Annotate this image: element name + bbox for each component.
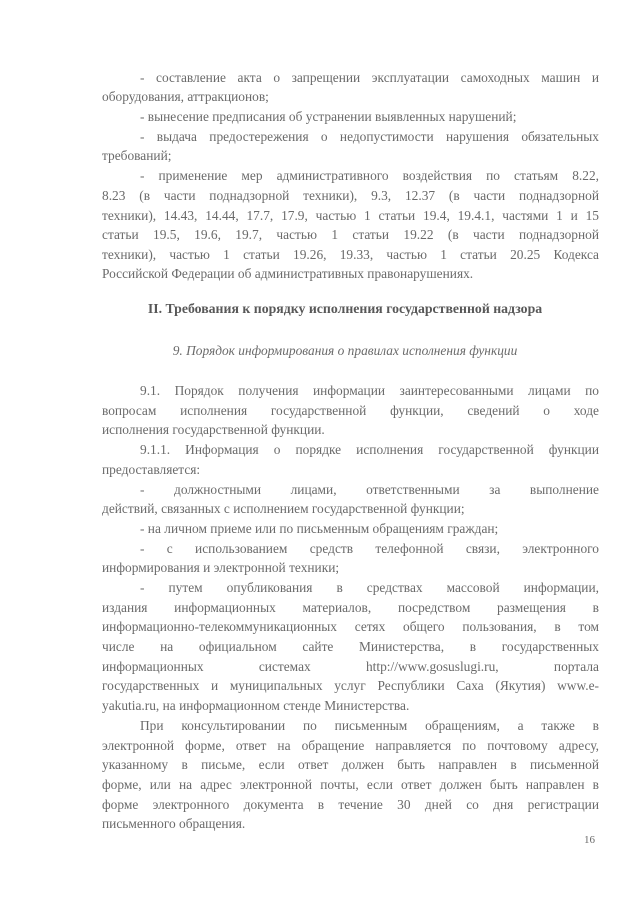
text-line: информационно-телекоммуникационных сетях общего пользования, в том xyxy=(102,619,599,634)
page-number: 16 xyxy=(584,834,595,846)
text-line: информирования и электронной техники; xyxy=(102,560,340,575)
text-line: форме, или на адрес электронной почты, если ответ должен быть направлен в xyxy=(102,777,599,792)
list-item: - применение мер административного воздействия по статьям 8.22, xyxy=(140,168,599,183)
text-line: исполнения государственной функции. xyxy=(102,422,325,437)
text-line: информационных системах http://www.gosuslugi.ru, портала xyxy=(102,659,599,674)
list-item: - на личном приеме или по письменным обращениям граждан; xyxy=(140,521,499,536)
paragraph-line: 9.1.1. Информация о порядке исполнения государственной функции xyxy=(140,442,599,457)
paragraph-line: 9.1. Порядок получения информации заинтересованными лицами по xyxy=(140,383,599,398)
text-line: Российской Федерации об административных правонарушениях. xyxy=(102,266,474,281)
list-item: - выдача предостережения о недопустимости нарушения обязательных xyxy=(140,129,599,144)
paragraph-line: При консультировании по письменным обращениям, а также в xyxy=(140,718,599,733)
text-line: действий, связанных с исполнением государственной функции; xyxy=(102,501,465,516)
list-item: - путем опубликования в средствах массовой информации, xyxy=(140,580,599,595)
text-line: форме электронного документа в течение 30 дней со дня регистрации xyxy=(102,797,599,812)
list-item: - составление акта о запрещении эксплуатации самоходных машин и xyxy=(140,70,599,85)
text-line: письменного обращения. xyxy=(102,816,246,831)
text-line: числе на официальном сайте Министерства, в государственных xyxy=(102,639,599,654)
subsection-heading: 9. Порядок информирования о правилах исполнения функции xyxy=(172,343,518,358)
text-line: предоставляется: xyxy=(102,462,201,477)
text-line: указанному в письме, если ответ должен быть направлен в письменной xyxy=(102,757,599,772)
section-heading: II. Требования к порядку исполнения государственной надзора xyxy=(147,301,543,316)
text-line: оборудования, аттракционов; xyxy=(102,89,269,104)
list-item: - должностными лицами, ответственными за выполнение xyxy=(140,482,599,497)
text-line: государственных и муниципальных услуг Республики Саха (Якутия) www.e- xyxy=(102,678,599,693)
text-line: требований; xyxy=(102,148,172,163)
list-item: - с использованием средств телефонной связи, электронного xyxy=(140,541,599,556)
text-line: техники), частью 1 статьи 19.26, 19.33, частью 1 статьи 20.25 Кодекса xyxy=(102,247,599,262)
text-line: электронной форме, ответ на обращение направляется по почтовому адресу, xyxy=(102,738,599,753)
text-line: 8.23 (в части поднадзорной техники), 9.3, 12.37 (в части поднадзорной xyxy=(102,188,599,203)
text-line: yakutia.ru, на информационном стенде Министерства. xyxy=(102,698,410,713)
text-line: статьи 19.5, 19.6, 19.7, частью 1 статьи 19.22 (в части поднадзорной xyxy=(102,227,599,242)
text-line: техники), 14.43, 14.44, 17.7, 17.9, частью 1 статьи 19.4, 19.4.1, частями 1 и 15 xyxy=(102,208,599,223)
text-line: издания информационных материалов, посредством размещения в xyxy=(102,600,599,615)
text-line: вопросам исполнения государственной функции, сведений о ходе xyxy=(102,403,599,418)
list-item: - вынесение предписания об устранении выявленных нарушений; xyxy=(140,109,517,124)
